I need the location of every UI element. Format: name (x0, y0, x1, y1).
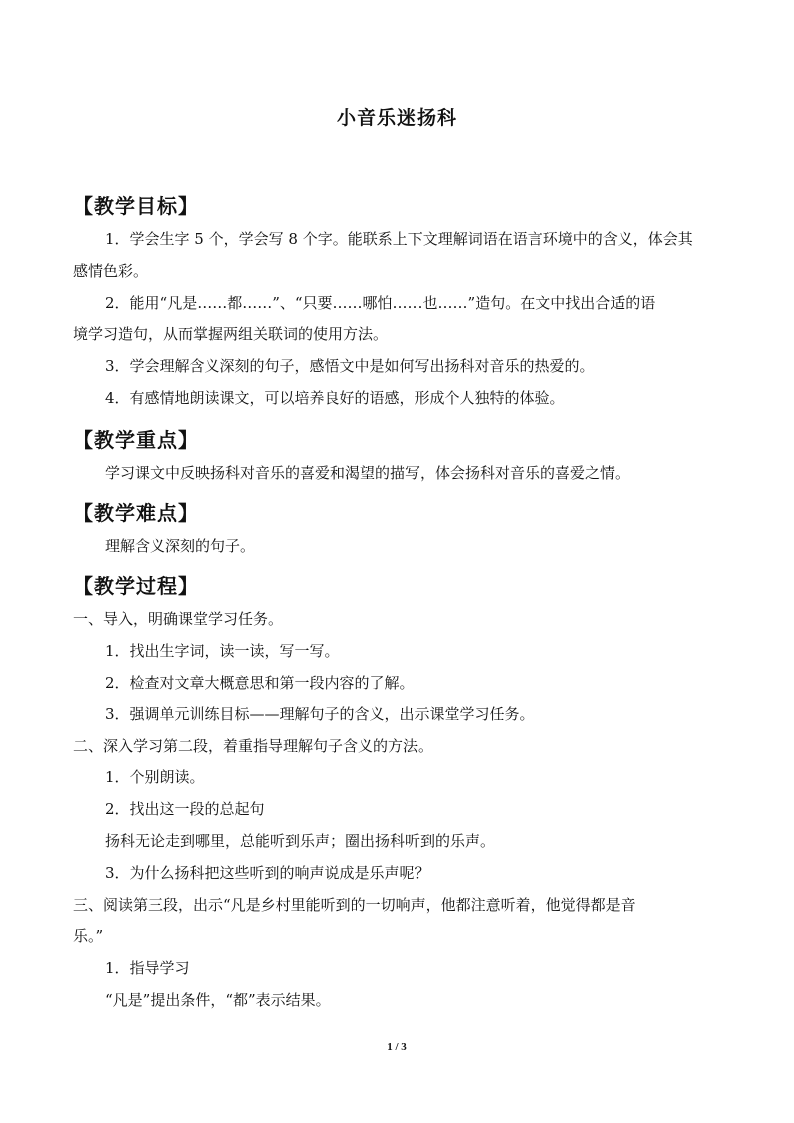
process-line: 3．为什么扬科把这些听到的响声说成是乐声呢？ (105, 864, 430, 882)
page-number: 1 / 3 (387, 1041, 407, 1053)
process-line: 三、阅读第三段，出示“凡是乡村里能听到的一切响声，他都注意听着，他觉得都是音 (73, 896, 636, 914)
process-line: 1．找出生字词，读一读，写一写。 (105, 642, 340, 660)
objectives-item: 3．学会理解含义深刻的句子，感悟文中是如何写出扬科对音乐的热爱的。 (105, 357, 595, 375)
objectives-item: 境学习造句，从而掌握两组关联词的使用方法。 (73, 325, 389, 343)
process-line: 1．指导学习 (105, 959, 190, 977)
process-line: 一、导入，明确课堂学习任务。 (73, 610, 284, 628)
difficulties-text: 理解含义深刻的句子。 (105, 537, 256, 555)
objectives-item: 2．能用“凡是……都……”、“只要……哪怕……也……”造句。在文中找出合适的语 (105, 294, 656, 312)
process-line: 乐。” (73, 927, 104, 945)
process-line: 3．强调单元训练目标——理解句子的含义，出示课堂学习任务。 (105, 705, 535, 723)
process-line: 二、深入学习第二段，着重指导理解句子含义的方法。 (73, 737, 434, 755)
key-points-heading: 【教学重点】 (73, 428, 199, 452)
process-line: 2．检查对文章大概意思和第一段内容的了解。 (105, 674, 415, 692)
process-heading: 【教学过程】 (73, 574, 199, 598)
process-line: 2．找出这一段的总起句 (105, 800, 265, 818)
objectives-item: 4．有感情地朗读课文，可以培养良好的语感，形成个人独特的体验。 (105, 389, 565, 407)
page-title: 小音乐迷扬科 (336, 107, 457, 129)
key-points-text: 学习课文中反映扬科对音乐的喜爱和渴望的描写，体会扬科对音乐的喜爱之情。 (105, 464, 631, 482)
objectives-item: 感情色彩。 (73, 262, 149, 280)
process-line: 扬科无论走到哪里，总能听到乐声；圈出扬科听到的乐声。 (105, 832, 496, 850)
objectives-heading: 【教学目标】 (73, 194, 199, 218)
objectives-item: 1．学会生字 5 个，学会写 8 个字。能联系上下文理解词语在语言环境中的含义，体会其 (105, 230, 693, 248)
process-line: 1．个别朗读。 (105, 768, 205, 786)
difficulties-heading: 【教学难点】 (73, 501, 199, 525)
process-line: “凡是”提出条件，“都”表示结果。 (105, 991, 331, 1009)
